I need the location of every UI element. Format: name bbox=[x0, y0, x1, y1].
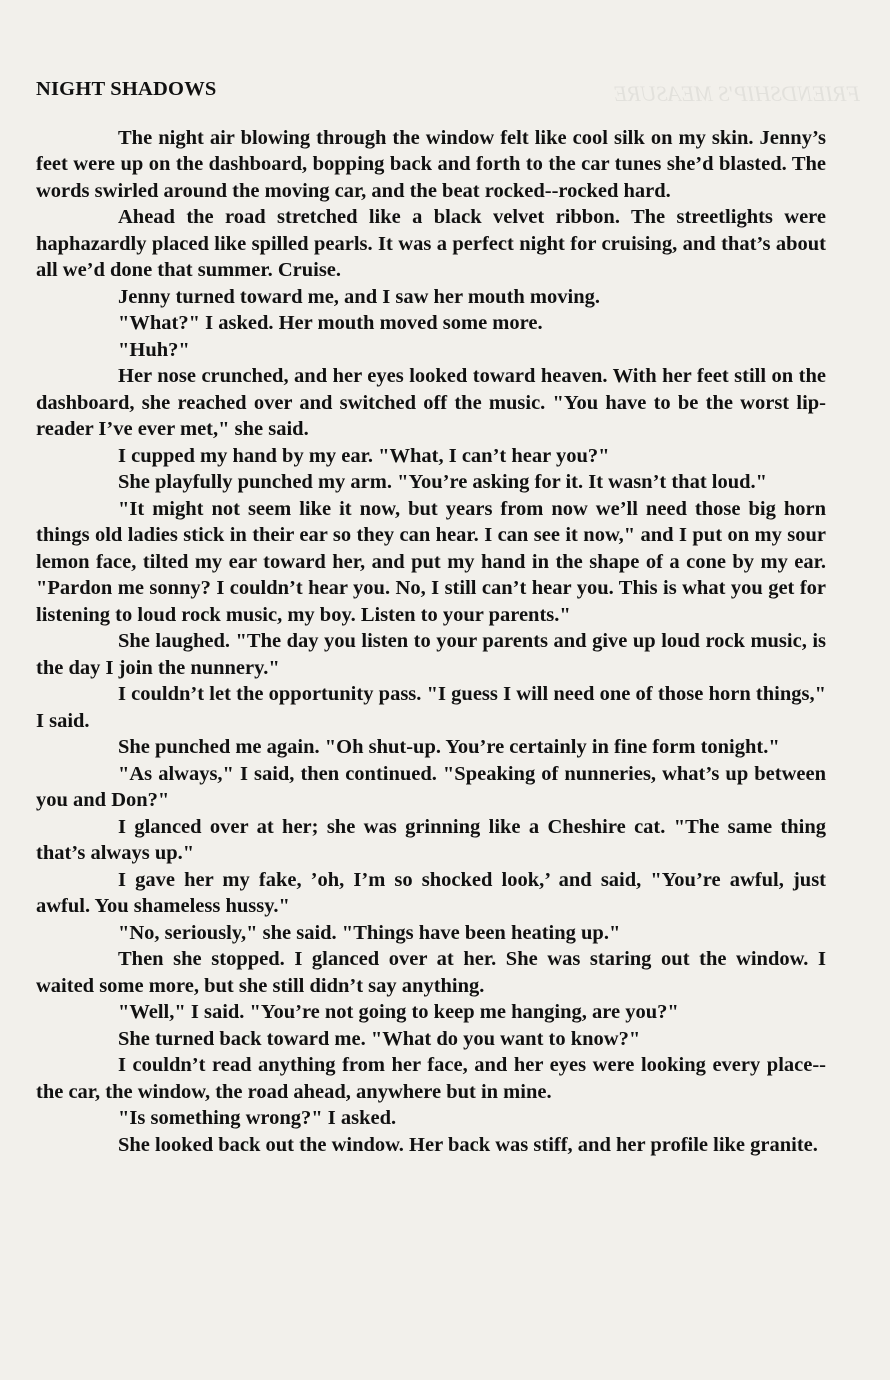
story-body bbox=[36, 76, 826, 1158]
paragraph-21: "Is something wrong?" I asked. bbox=[118, 1107, 397, 1129]
paragraph-4: "What?" I asked. Her mouth moved some more. bbox=[118, 312, 543, 334]
paragraph-10: She laughed. "The day you listen to your parents and give up loud rock music, is the day I join the nunnery." bbox=[36, 630, 826, 679]
paragraph-1: The night air blowing through the window felt like cool silk on my skin. Jenny’s feet were up on the dashboard, bopping back and forth to the car tunes she’d blasted. The words swirled around the moving car, and the beat rocked--rocked hard. bbox=[36, 126, 826, 202]
paragraph-22: She looked back out the window. Her back was stiff, and her profile like granite. bbox=[118, 1133, 818, 1156]
paragraph-11: I couldn’t let the opportunity pass. "I guess I will need one of those horn things," I said. bbox=[36, 683, 826, 732]
paragraph-8: She playfully punched my arm. "You’re asking for it. It wasn’t that loud." bbox=[118, 471, 768, 493]
paragraph-18: "Well," I said. "You’re not going to keep me hanging, are you?" bbox=[118, 1001, 679, 1023]
paragraph-5: "Huh?" bbox=[118, 338, 190, 361]
paragraph-7: I cupped my hand by my ear. "What, I can’t hear you?" bbox=[118, 444, 610, 467]
paragraph-16: "No, seriously," she said. "Things have been heating up." bbox=[118, 921, 621, 944]
paragraph-9: "It might not seem like it now, but years from now we’ll need those big horn things old ladies stick in their ear so they can hear. I can see it now," and I put on my sour lemon face, tilted my ear toward her, and put my hand in the shape of a cone by my ear. "Pardon me sonny? I couldn’t hear you. No, I still can’t hear you. This is what you get for listening to loud rock music, my boy. Listen to your parents." bbox=[36, 497, 826, 626]
paragraph-13: "As always," I said, then continued. "Speaking of nunneries, what’s up between you and Don?" bbox=[36, 762, 826, 811]
bleedthrough-text: FRIENDSHIP'S MEASURE bbox=[613, 81, 860, 106]
paragraph-20: I couldn’t read anything from her face, and her eyes were looking every place--the car, the window, the road ahead, anywhere but in mine. bbox=[36, 1054, 826, 1103]
paragraph-2: Ahead the road stretched like a black velvet ribbon. The streetlights were haphazardly placed like spilled pearls. It was a perfect night for cruising, and that’s about all we’d done that summer. Cruise. bbox=[36, 206, 826, 281]
paragraph-15: I gave her my fake, ’oh, I’m so shocked look,’ and said, "You’re awful, just awful. You shameless hussy." bbox=[36, 868, 826, 917]
paragraph-19: She turned back toward me. "What do you want to know?" bbox=[118, 1027, 641, 1050]
paragraph-6: Her nose crunched, and her eyes looked toward heaven. With her feet still on the dashboard, she reached over and switched off the music. "You have to be the worst lip-reader I’ve ever met," she said. bbox=[36, 365, 826, 440]
paragraph-17: Then she stopped. I glanced over at her. She was staring out the window. I waited some more, but she still didn’t say anything. bbox=[36, 948, 826, 997]
paragraph-3: Jenny turned toward me, and I saw her mouth moving. bbox=[118, 285, 600, 308]
paragraph-12: She punched me again. "Oh shut-up. You’re certainly in fine form tonight." bbox=[118, 736, 780, 758]
story-title: NIGHT SHADOWS bbox=[36, 78, 217, 100]
paragraph-14: I glanced over at her; she was grinning like a Cheshire cat. "The same thing that’s always up." bbox=[36, 815, 826, 864]
